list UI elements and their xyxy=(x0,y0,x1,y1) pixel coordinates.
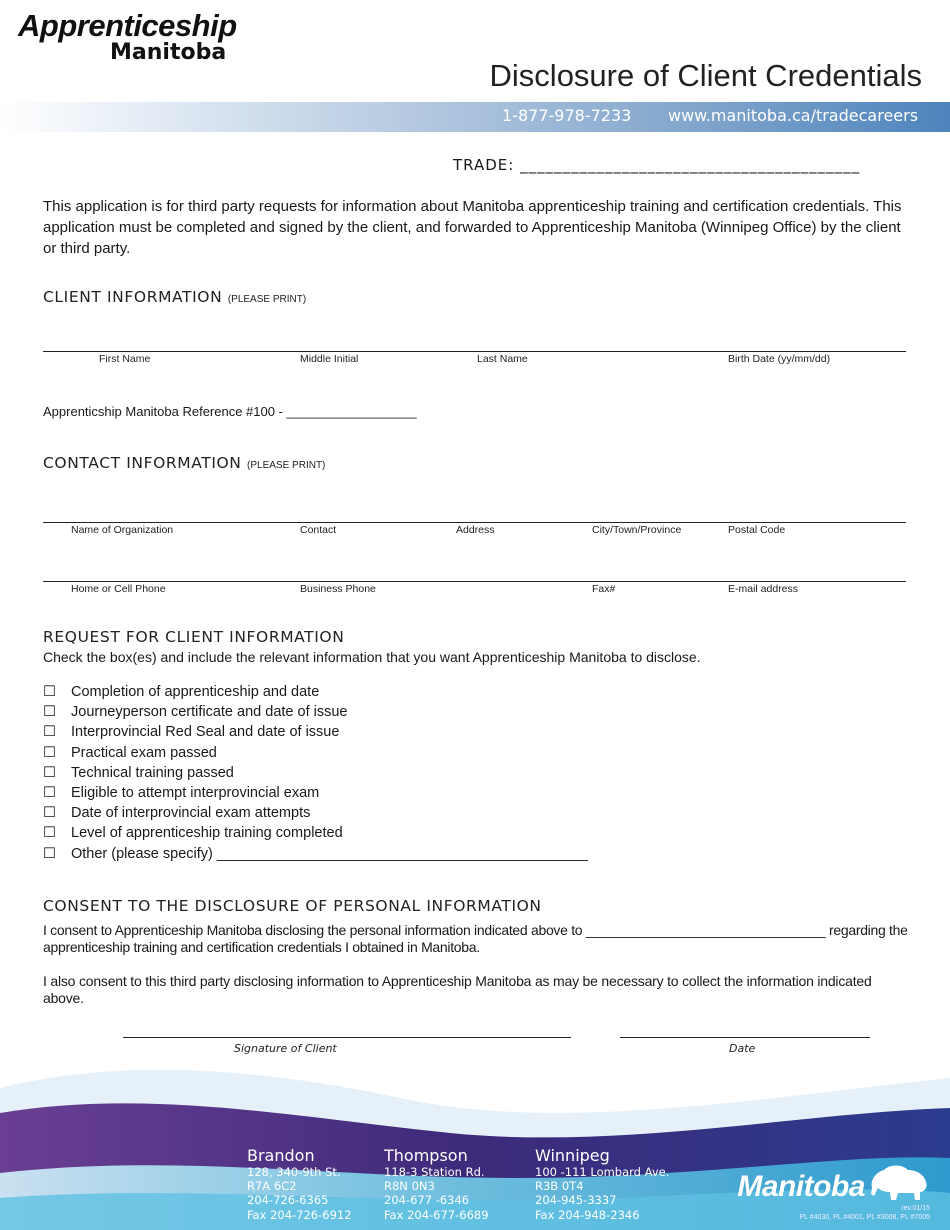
consent-heading: CONSENT TO THE DISCLOSURE OF PERSONAL INFORMATION xyxy=(43,897,542,915)
business-phone-label: Business Phone xyxy=(300,583,376,595)
checkbox-item[interactable]: ☐ Other (please specify) ______________________________________________ xyxy=(43,845,588,862)
address-label: Address xyxy=(456,524,495,536)
signature-line[interactable] xyxy=(123,1037,571,1038)
first-name-label: First Name xyxy=(99,353,151,365)
date-line[interactable] xyxy=(620,1037,870,1038)
checkbox-item[interactable]: ☐ Level of apprenticeship training completed xyxy=(43,825,343,842)
office-brandon: Brandon 128, 340-9th St. R7A 6C2 204-726-6365 Fax 204-726-6912 xyxy=(247,1146,352,1222)
contact-line-1[interactable] xyxy=(43,522,906,523)
office-thompson: Thompson 118-3 Station Rd. R8N 0N3 204-677 -6346 Fax 204-677-6689 xyxy=(384,1146,489,1222)
checkbox-item[interactable]: ☐ Interprovincial Red Seal and date of issue xyxy=(43,724,340,741)
logo-apprenticeship: Apprenticeship xyxy=(18,8,237,43)
email-label: E-mail address xyxy=(728,583,799,595)
header-band xyxy=(0,102,950,132)
page-title: Disclosure of Client Credentials xyxy=(489,58,922,93)
client-name-line[interactable] xyxy=(43,351,906,352)
logo-manitoba: Manitoba xyxy=(110,40,227,65)
phone-number: 1-877-978-7233 xyxy=(502,106,632,125)
birth-date-label: Birth Date (yy/mm/dd) xyxy=(728,353,831,365)
pl-numbers: PL #4030, PL #4001, PL #3008, PL #7005 xyxy=(799,1214,930,1221)
client-info-heading: CLIENT INFORMATION (PLEASE PRINT) xyxy=(43,288,307,306)
contact-info-heading: CONTACT INFORMATION (PLEASE PRINT) xyxy=(43,454,326,472)
date-label: Date xyxy=(729,1042,756,1055)
postal-code-label: Postal Code xyxy=(728,524,786,536)
checkbox-item[interactable]: ☐ Practical exam passed xyxy=(43,744,217,761)
checkbox-item[interactable]: ☐ Date of interprovincial exam attempts xyxy=(43,805,311,822)
consent-paragraph-2: I also consent to this third party disclosing information to Apprenticeship Manitoba as may be necessary to collect the information indicated above. xyxy=(43,973,872,1006)
checkbox-item[interactable]: ☐ Journeyperson certificate and date of issue xyxy=(43,704,348,721)
home-phone-label: Home or Cell Phone xyxy=(71,583,166,595)
request-checklist xyxy=(43,682,588,864)
checkbox-item[interactable]: ☐ Eligible to attempt interprovincial exam xyxy=(43,785,320,802)
city-label: City/Town/Province xyxy=(592,524,682,536)
fax-label: Fax# xyxy=(592,583,616,595)
contact-line-2[interactable] xyxy=(43,581,906,582)
signature-label: Signature of Client xyxy=(234,1042,337,1055)
revision-number: rev.01/15 xyxy=(901,1205,930,1212)
checkbox-item[interactable]: ☐ Completion of apprenticeship and date xyxy=(43,684,320,700)
contact-label: Contact xyxy=(300,524,337,536)
manitoba-logo: Manitoba xyxy=(737,1170,865,1203)
last-name-label: Last Name xyxy=(477,353,528,365)
checkbox-item[interactable]: ☐ Technical training passed xyxy=(43,764,234,781)
reference-number-field[interactable]: Apprenticship Manitoba Reference #100 - __________________ xyxy=(43,404,417,419)
website-link[interactable]: www.manitoba.ca/tradecareers xyxy=(668,106,919,125)
office-winnipeg: Winnipeg 100 -111 Lombard Ave. R3B 0T4 204-945-3337 Fax 204-948-2346 xyxy=(535,1146,670,1222)
middle-initial-label: Middle Initial xyxy=(300,353,359,365)
bison-icon xyxy=(868,1162,930,1204)
trade-field[interactable]: TRADE: ________________________________________ xyxy=(453,156,861,174)
organization-label: Name of Organization xyxy=(71,524,174,536)
request-heading: REQUEST FOR CLIENT INFORMATION xyxy=(43,628,345,646)
intro-paragraph: This application is for third party requests for information about Manitoba apprenticeship training and certification credentials. This application must be completed and signed by the client, and forwarded to Apprenticeship Manitoba (Winnipeg Office) by the client or third party. xyxy=(43,198,902,257)
consent-paragraph-1: I consent to Apprenticeship Manitoba disclosing the personal information indicated above to ________________________________ regarding the apprenticeship training and certification credentials I obtained in Manitoba. xyxy=(43,922,908,955)
request-instructions: Check the box(es) and include the relevant information that you want Apprenticeship Manitoba to disclose. xyxy=(43,649,701,665)
